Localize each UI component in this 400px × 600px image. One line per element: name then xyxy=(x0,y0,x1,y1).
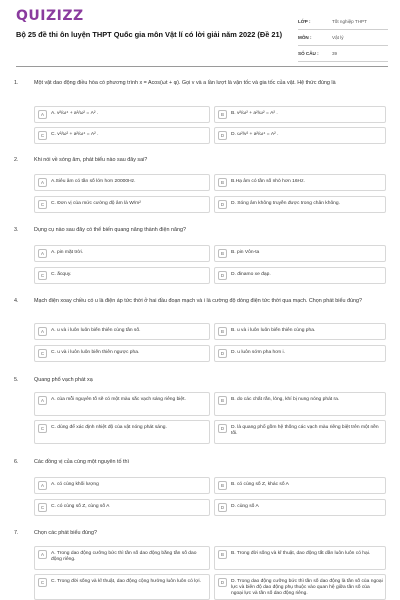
option-letter: A xyxy=(38,178,47,187)
question-number: 5. xyxy=(14,377,19,383)
meta-label: MÔN : xyxy=(298,35,312,40)
option-b[interactable] xyxy=(214,392,386,416)
header-divider xyxy=(16,66,388,67)
question-text: Mạch điện xoay chiều có u là điện áp tức thời ở hai đầu đoạn mạch và i là cường độ dòng điện tức thời qua mạch. Chọn phát biểu đúng? xyxy=(34,298,362,304)
option-text: B.Hạ âm có tần số nhỏ hơn 16Hz. xyxy=(231,179,305,184)
option-letter: D xyxy=(218,131,227,140)
option-text: C. Đơn vị của mức cường độ âm là W/m² xyxy=(51,201,141,206)
option-d[interactable] xyxy=(214,127,386,144)
meta-value: Vật lý xyxy=(332,35,344,40)
option-letter: C xyxy=(38,200,47,209)
option-letter: D xyxy=(218,578,227,587)
option-c[interactable] xyxy=(34,499,210,516)
option-text: A. có cùng khối lượng xyxy=(51,482,99,487)
option-letter: D xyxy=(218,503,227,512)
option-a[interactable] xyxy=(34,174,210,191)
question-number: 1. xyxy=(14,80,19,86)
option-d[interactable] xyxy=(214,420,386,444)
option-text: B. v²/ω² + a²/ω² = A² . xyxy=(231,111,278,116)
option-text: B. do các chất rắn, lỏng, khí bị nung nóng phát ra. xyxy=(231,397,340,402)
option-text: A. v²/ω⁴ + a²/ω² = A² . xyxy=(51,111,99,116)
option-letter: B xyxy=(218,396,227,405)
option-d[interactable] xyxy=(214,574,386,600)
option-b[interactable] xyxy=(214,546,386,570)
option-letter: B xyxy=(218,327,227,336)
option-text: A. Trong dao động cưỡng bức thì tần số dao động bằng tần số dao động riêng. xyxy=(51,551,197,563)
option-letter: D xyxy=(218,271,227,280)
option-letter: B xyxy=(218,249,227,258)
option-letter: D xyxy=(218,349,227,358)
option-text: D. ω²/v² + a²/ω⁴ = A² . xyxy=(231,132,279,137)
option-b[interactable] xyxy=(214,477,386,494)
option-a[interactable] xyxy=(34,477,210,494)
option-text: D. là quang phổ gồm hệ thống các vạch màu riêng biệt trên một nền tối. xyxy=(231,425,379,437)
option-text: A. u và i luôn luôn biến thiên cùng tần số. xyxy=(51,328,141,333)
option-letter: B xyxy=(218,481,227,490)
option-d[interactable] xyxy=(214,499,386,516)
question-number: 4. xyxy=(14,298,19,304)
option-text: C. có cùng số Z, cùng số A xyxy=(51,504,110,509)
option-d[interactable] xyxy=(214,345,386,362)
question-text: Một vật dao động điều hòa có phương trình x = Acos(ωt + φ). Gọi v và a lần lượt là vận tốc và gia tốc của vật. Hệ thức đúng là xyxy=(34,80,336,86)
option-text: D. u luôn sớm pha hơn i. xyxy=(231,350,285,355)
meta-label: SỐ CÂU : xyxy=(298,51,319,56)
option-text: A.Siêu âm có tần số lớn hơn 20000Hz. xyxy=(51,179,136,184)
option-a[interactable] xyxy=(34,392,210,416)
option-text: B. Trong đời sống và kĩ thuật, dao động tắt dần luôn luôn có hại. xyxy=(231,551,371,556)
option-c[interactable] xyxy=(34,127,210,144)
meta-row-count xyxy=(298,46,388,62)
option-c[interactable] xyxy=(34,267,210,284)
question-text: Dụng cụ nào sau đây có thể biến quang năng thành điện năng? xyxy=(34,227,186,233)
option-a[interactable] xyxy=(34,245,210,262)
option-letter: C xyxy=(38,424,47,433)
document-title: Bộ 25 đề thi ôn luyện THPT Quốc gia môn Vật lí có lời giải năm 2022 (Đề 21) xyxy=(16,30,283,39)
question-text: Quang phổ vạch phát xạ xyxy=(34,377,93,383)
option-c[interactable] xyxy=(34,196,210,213)
option-text: C. ắcquy. xyxy=(51,272,72,277)
option-c[interactable] xyxy=(34,574,210,600)
question-number: 6. xyxy=(14,459,19,465)
option-b[interactable] xyxy=(214,245,386,262)
option-c[interactable] xyxy=(34,345,210,362)
option-b[interactable] xyxy=(214,323,386,340)
meta-value: Tốt nghiệp THPT xyxy=(332,19,367,24)
question-number: 3. xyxy=(14,227,19,233)
meta-value: 39 xyxy=(332,51,338,56)
option-text: D. cùng số A xyxy=(231,504,259,509)
option-letter: A xyxy=(38,327,47,336)
option-letter: B xyxy=(218,178,227,187)
option-text: D. đinamo xe đạp. xyxy=(231,272,271,277)
option-letter: D xyxy=(218,200,227,209)
option-text: C. dùng để xác định nhiệt độ của vật nóng phát sáng. xyxy=(51,425,167,430)
question-text: Khi nói về sóng âm, phát biểu nào sau đây sai? xyxy=(34,157,148,163)
option-a[interactable] xyxy=(34,323,210,340)
question-number: 7. xyxy=(14,530,19,536)
question-text: Chọn các phát biểu đúng? xyxy=(34,530,97,536)
option-letter: C xyxy=(38,578,47,587)
option-letter: A xyxy=(38,110,47,119)
option-d[interactable] xyxy=(214,267,386,284)
option-letter: B xyxy=(218,550,227,559)
option-letter: D xyxy=(218,424,227,433)
meta-table xyxy=(298,14,388,62)
option-b[interactable] xyxy=(214,174,386,191)
meta-label: LỚP : xyxy=(298,19,311,24)
option-text: D. Sóng âm không truyền được trong chân không. xyxy=(231,201,340,206)
option-text: A. của mỗi nguyên tố sẽ có một màu sắc vạch sáng riêng biệt. xyxy=(51,397,186,402)
option-letter: C xyxy=(38,503,47,512)
option-letter: B xyxy=(218,110,227,119)
question-number: 2. xyxy=(14,157,19,163)
option-text: B. có cùng số Z, khác số A xyxy=(231,482,289,487)
option-a[interactable] xyxy=(34,106,210,123)
option-letter: C xyxy=(38,131,47,140)
option-text: D. Trong dao động cưỡng bức thì tần số dao động là tần số của ngoại lực và biên độ dao động phụ thuộc vào quan hệ giữa tần số của ngoại lực và tần số dao động riêng. xyxy=(231,579,383,597)
option-letter: C xyxy=(38,271,47,280)
option-letter: A xyxy=(38,396,47,405)
question-text: Các đồng vị của cùng một nguyên tố thì xyxy=(34,459,129,465)
option-letter: A xyxy=(38,249,47,258)
worksheet-header xyxy=(0,0,400,66)
option-letter: A xyxy=(38,481,47,490)
meta-row-class xyxy=(298,14,388,30)
option-text: B. pin Vôn-ta xyxy=(231,250,260,255)
option-c[interactable] xyxy=(34,420,210,444)
option-letter: A xyxy=(38,550,47,559)
option-a[interactable] xyxy=(34,546,210,570)
option-text: C. u và i luôn luôn biến thiên ngược pha. xyxy=(51,350,140,355)
option-b[interactable] xyxy=(214,106,386,123)
option-text: C. Trong đời sống và kĩ thuật, dao động cộng hưởng luôn luôn có lợi. xyxy=(51,579,201,584)
option-letter: C xyxy=(38,349,47,358)
option-text: C. v²/ω² + a²/ω⁴ = A² . xyxy=(51,132,99,137)
option-text: A. pin mặt trời. xyxy=(51,250,84,255)
quizizz-logo: QUIZIZZ xyxy=(16,8,84,24)
option-d[interactable] xyxy=(214,196,386,213)
meta-row-subject xyxy=(298,30,388,46)
option-text: B. u và i luôn luôn biến thiên cùng pha. xyxy=(231,328,316,333)
